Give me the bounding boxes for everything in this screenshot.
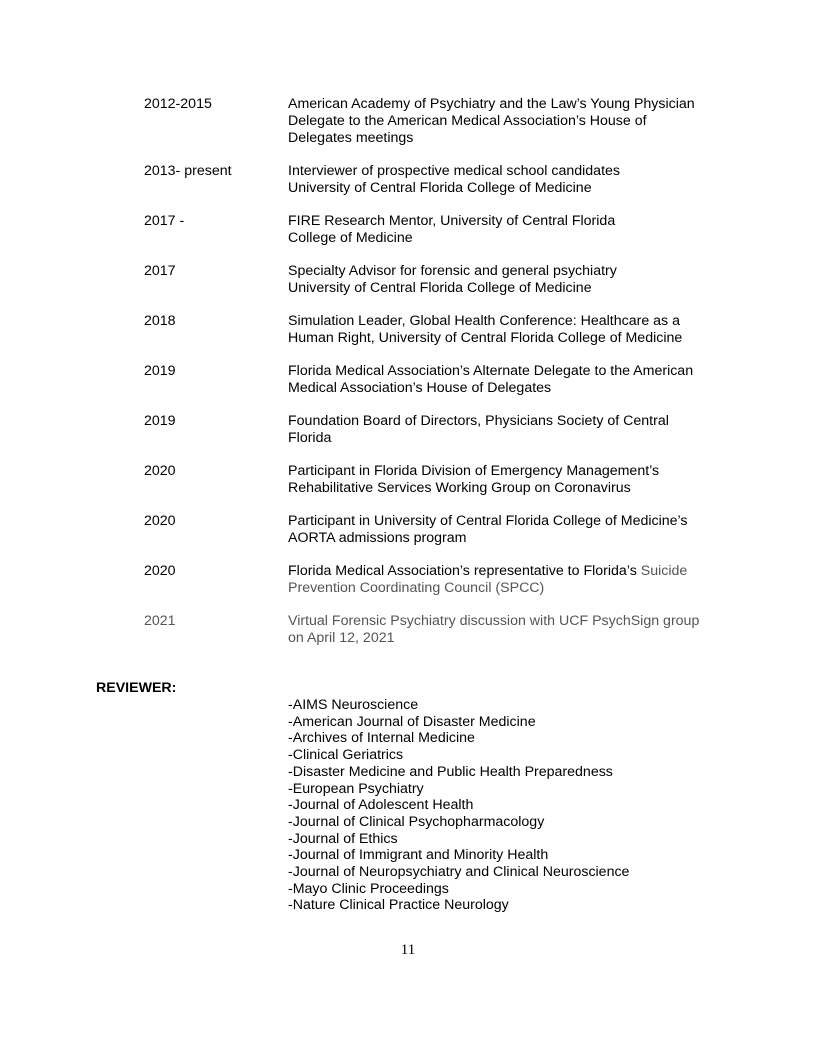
entry-description-line: College of Medicine [288, 230, 413, 246]
entry-description-line: Interviewer of prospective medical school candidates [288, 163, 620, 179]
journal-item: -AIMS Neuroscience [288, 697, 419, 713]
entry-description [288, 613, 728, 647]
entry-description-line: Participant in University of Central Florida College of Medicine’s [288, 513, 688, 529]
entry-description-line: Simulation Leader, Global Health Conference: Healthcare as a [288, 313, 680, 329]
entry-description-line: Specialty Advisor for forensic and general psychiatry [288, 263, 617, 279]
entry-description-line: Participant in Florida Division of Emergency Management’s [288, 463, 660, 479]
entry-description [288, 463, 728, 497]
entry-description-line: American Academy of Psychiatry and the Law’s Young Physician [288, 96, 695, 112]
reviewer-heading: REVIEWER: [96, 680, 177, 696]
journal-item: -Archives of Internal Medicine [288, 730, 475, 747]
entry-description [288, 263, 728, 297]
entry-year: 2012-2015 [144, 96, 212, 112]
entry-year: 2020 [144, 513, 176, 529]
journal-item: -Journal of Neuropsychiatry and Clinical Neuroscience [288, 864, 630, 881]
entry-description-line: on April 12, 2021 [288, 630, 395, 646]
entry-description [288, 513, 728, 547]
entry-year: 2019 [144, 413, 176, 429]
entry-description-line: Delegate to the American Medical Association’s House of [288, 113, 647, 129]
entry-description [288, 313, 728, 347]
entry-year: 2020 [144, 463, 176, 479]
journal-item: -Nature Clinical Practice Neurology [288, 897, 509, 914]
entry-description-line: Florida [288, 430, 332, 446]
entry-description [288, 563, 728, 597]
entry-description-line: Delegates meetings [288, 130, 414, 146]
entry-description-line: Prevention Coordinating Council (SPCC) [288, 580, 545, 596]
entry-description-line: Foundation Board of Directors, Physicians Society of Central [288, 413, 669, 429]
journal-item: -Disaster Medicine and Public Health Preparedness [288, 763, 613, 780]
page-number: 11 [400, 942, 416, 958]
entry-text-black: Florida Medical Association’s representative to Florida’s [288, 563, 641, 579]
entry-description-line: Rehabilitative Services Working Group on Coronavirus [288, 480, 631, 496]
entry-year: 2018 [144, 313, 176, 329]
journal-item: -Journal of Immigrant and Minority Health [288, 847, 549, 864]
entry-year: 2020 [144, 563, 176, 579]
entry-description [288, 363, 728, 397]
entry-year: 2017 - [144, 213, 185, 229]
journal-item: -Journal of Clinical Psychopharmacology [288, 813, 545, 830]
entry-text-gray: Suicide [640, 563, 688, 579]
entry-year: 2013- present [144, 163, 232, 179]
reviewer-journal-list [288, 697, 629, 914]
entry-description-line: Florida Medical Association’s Alternate Delegate to the American [288, 363, 694, 379]
journal-item: -Journal of Ethics [288, 830, 398, 847]
journal-item: -Clinical Geriatrics [288, 747, 404, 764]
entry-description-line: Virtual Forensic Psychiatry discussion with UCF PsychSign group [288, 613, 700, 629]
journal-item: -Journal of Adolescent Health [288, 797, 474, 814]
entry-description-line: Human Right, University of Central Florida College of Medicine [288, 330, 683, 346]
entry-description [288, 413, 728, 447]
entry-description-line [288, 563, 728, 580]
entry-description-line: AORTA admissions program [288, 530, 467, 546]
entry-year: 2019 [144, 363, 176, 379]
journal-item: -American Journal of Disaster Medicine [288, 713, 536, 730]
journal-item: -Mayo Clinic Proceedings [288, 880, 449, 897]
entry-description-line: University of Central Florida College of Medicine [288, 180, 592, 196]
journal-item: -European Psychiatry [288, 780, 424, 797]
entry-year: 2021 [144, 613, 176, 629]
entry-description [288, 163, 728, 197]
entry-description-line: FIRE Research Mentor, University of Central Florida [288, 213, 616, 229]
entry-description [288, 96, 728, 147]
entry-description-line: University of Central Florida College of Medicine [288, 280, 592, 296]
entry-year: 2017 [144, 263, 176, 279]
entry-description [288, 213, 728, 247]
entry-description-line: Medical Association’s House of Delegates [288, 380, 552, 396]
